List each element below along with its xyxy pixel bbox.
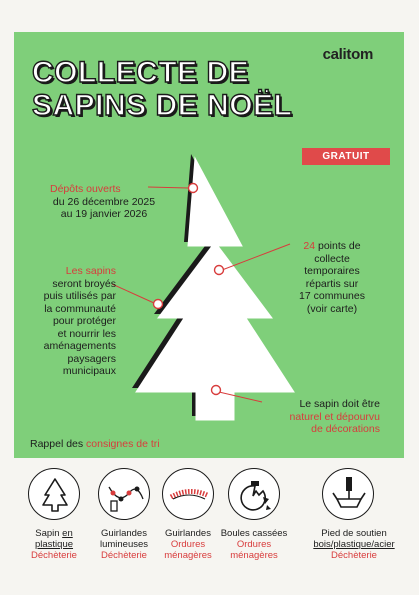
cap5-l1: Pied de soutien: [321, 528, 387, 539]
cap1-l1: Sapin en: [35, 528, 73, 539]
broken-ornament-icon: [228, 468, 280, 520]
cap2-l1: Guirlandes: [101, 528, 147, 539]
cap2-l2: lumineuses: [99, 539, 149, 550]
points-l6: (voir carte): [306, 302, 358, 315]
sapins-l6: et nourrir les: [57, 327, 116, 340]
sapin-doit-l3: de décorations: [311, 423, 380, 435]
cap5-l2: bois/plastique/acier: [313, 539, 395, 550]
cap1-l2: plastique: [34, 539, 74, 550]
points-l3: temporaires: [304, 265, 360, 277]
depots-start: du 26 décembre 2025: [52, 195, 156, 208]
cap4-dest: Ordures ménagères: [230, 539, 278, 561]
sapins-l7: aménagements: [43, 340, 116, 352]
depots-label: Dépôts ouverts: [50, 183, 121, 195]
points-l1: points de: [317, 240, 361, 252]
tree-stand-icon: [322, 468, 374, 520]
points-block: [284, 240, 380, 315]
cap3-l1: Guirlandes: [165, 528, 211, 539]
free-badge: GRATUIT: [302, 148, 390, 165]
rappel-red: consignes de tri: [86, 438, 160, 450]
cap1-dest: Déchèterie: [31, 550, 77, 561]
sapins-l3: puis utilisés par: [43, 290, 116, 302]
sapins-l9: municipaux: [62, 365, 116, 377]
sapins-l4: la communauté: [44, 302, 116, 315]
sapin-doit-l2: naturel et dépourvu: [289, 410, 380, 423]
sapins-block: [24, 265, 116, 378]
cap1-en: en: [62, 528, 73, 539]
connector-sapins: [112, 284, 154, 303]
points-count: 24: [303, 240, 316, 252]
tree-icon: [28, 468, 80, 520]
marker-sapins: [154, 300, 163, 309]
sapins-l1: Les sapins: [65, 265, 116, 277]
brand-logo: calitom: [322, 46, 373, 63]
string-lights-icon: [98, 468, 150, 520]
points-l5: 17 communes: [299, 290, 365, 302]
cap5-dest: Déchèterie: [331, 550, 377, 561]
sapins-l5: pour protéger: [52, 315, 116, 327]
tinsel-icon: [162, 468, 214, 520]
caption-pied-soutien: [309, 528, 399, 561]
rappel-text: Rappel des: [30, 438, 84, 450]
depots-end: au 19 janvier 2026: [60, 208, 148, 220]
title-line-1: COLLECTE DE: [32, 56, 250, 89]
depots-block: [44, 183, 164, 221]
points-line-1: [284, 240, 380, 253]
marker-points: [215, 266, 224, 275]
sapins-l8: paysagers: [67, 352, 116, 365]
cap2-dest: Déchèterie: [101, 550, 147, 561]
title-line-2: SAPINS DE NOËL: [32, 89, 293, 122]
points-l4: répartis sur: [305, 277, 359, 290]
cap4-l1: Boules cassées: [220, 528, 288, 539]
sapin-doit-block: [256, 398, 380, 436]
sapins-l2: seront broyés: [52, 277, 116, 290]
marker-doit: [212, 386, 221, 395]
sapin-doit-l1: Le sapin doit être: [299, 398, 380, 410]
caption-sapin-plastique: [15, 528, 93, 561]
cap3-dest: Ordures ménagères: [164, 539, 212, 561]
connector-points: [222, 244, 290, 270]
caption-boules-cassees: [215, 528, 293, 561]
points-l2: collecte: [314, 252, 350, 265]
rappel-consignes: [30, 438, 160, 450]
marker-depots: [189, 184, 198, 193]
